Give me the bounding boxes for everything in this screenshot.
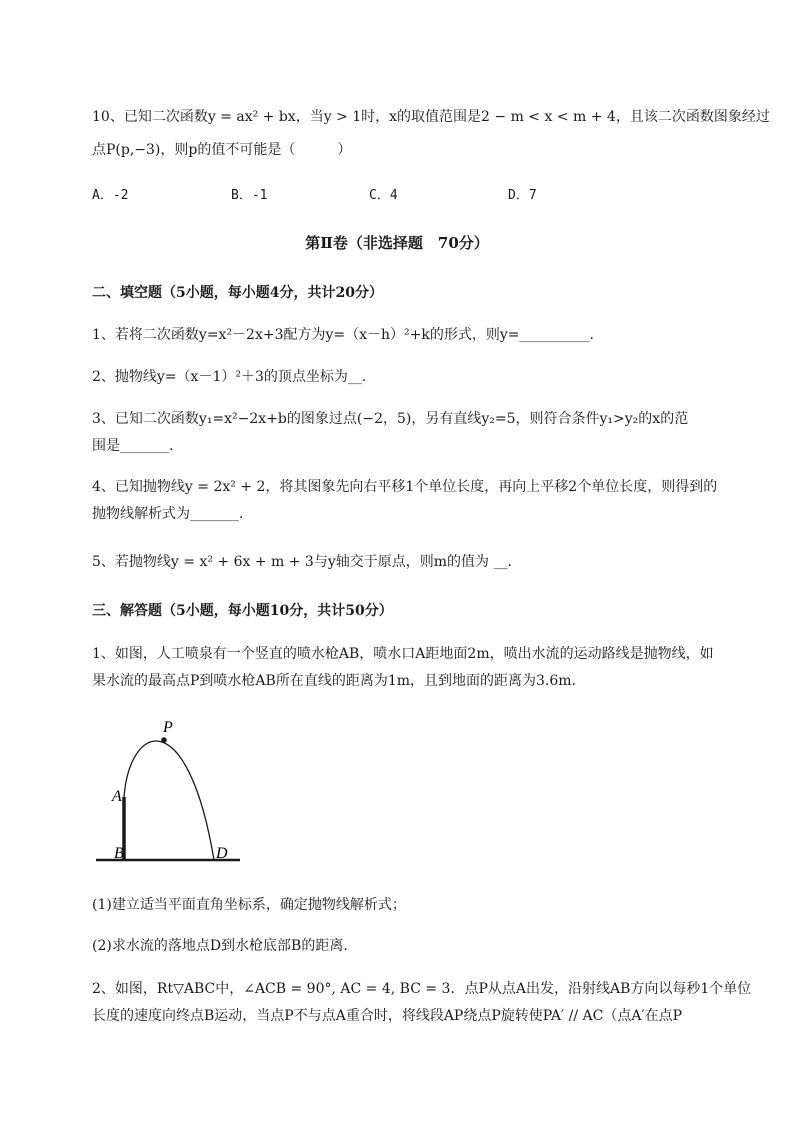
water-parabola-curve — [124, 741, 214, 860]
solve-q1-sub1: (1)建立适当平面直角坐标系，确定抛物线解析式； — [92, 897, 406, 913]
fill-q5: 5、若抛物线y = x² + 6x + m + 3与y轴交于原点，则m的值为 __. — [92, 554, 512, 570]
fill-q4-line2: 抛物线解析式为_______. — [92, 506, 244, 522]
label-p: P — [163, 719, 173, 736]
fill-q2: 2、抛物线y=（x－1）²＋3的顶点坐标为__. — [92, 369, 367, 385]
solve-q1-sub2: (2)求水流的落地点D到水枪底部B的距离. — [92, 938, 348, 954]
q10-choice-b: B．-1 — [231, 188, 268, 203]
q10-stem-line2: 点P(p,−3)，则p的值不可能是（ ） — [92, 142, 352, 158]
q10-choice-d: D．7 — [508, 188, 537, 203]
label-d: D — [216, 845, 228, 862]
vertex-point-p — [161, 737, 167, 743]
solve-q2-line1: 2、如图，Rt▽ABC中，∠ACB = 90°, AC = 4, BC = 3．点P从点A出发，沿射线AB方向以每秒1个单位 — [92, 981, 752, 997]
q10-stem-line1: 10、已知二次函数y = ax² + bx，当y > 1时，x的取值范围是2 − m < x < m + 4，且该二次函数图象经过 — [92, 109, 770, 125]
fill-q1: 1、若将二次函数y=x²－2x+3配方为y=（x－h）²+k的形式，则y=__________. — [92, 327, 594, 343]
label-b: B — [114, 845, 124, 862]
fill-q3-line1: 3、已知二次函数y₁=x²−2x+b的图象过点(−2，5)，另有直线y₂=5，则符合条件y₁>y₂的x的范 — [92, 411, 689, 427]
solve-q1-line1: 1、如图，人工喷泉有一个竖直的喷水枪AB，喷水口A距地面2m，喷出水流的运动路线是抛物线，如 — [92, 646, 714, 662]
solve-q1-line2: 果水流的最高点P到喷水枪AB所在直线的距离为1m，且到地面的距离为3.6m. — [92, 673, 576, 689]
q10-choice-c: C．4 — [369, 188, 398, 203]
fountain-figure — [90, 712, 250, 872]
label-a: A — [112, 788, 122, 805]
q10-choice-a: A．-2 — [92, 188, 129, 203]
part-2-title: 第Ⅱ卷（非选择题 70分） — [305, 234, 489, 252]
fill-q3-line2: 围是_______. — [92, 438, 174, 454]
solve-q2-line2: 长度的速度向终点B运动，当点P不与点A重合时，将线段AP绕点P旋转使PA′ // AC（点A′在点P — [92, 1008, 683, 1024]
fill-q4-line1: 4、已知抛物线y = 2x² + 2，将其图象先向右平移1个单位长度，再向上平移2个单位长度，则得到的 — [92, 479, 718, 495]
fill-section-title: 二、填空题（5小题，每小题4分，共计20分） — [92, 285, 383, 301]
solve-section-title: 三、解答题（5小题，每小题10分，共计50分） — [92, 603, 393, 619]
